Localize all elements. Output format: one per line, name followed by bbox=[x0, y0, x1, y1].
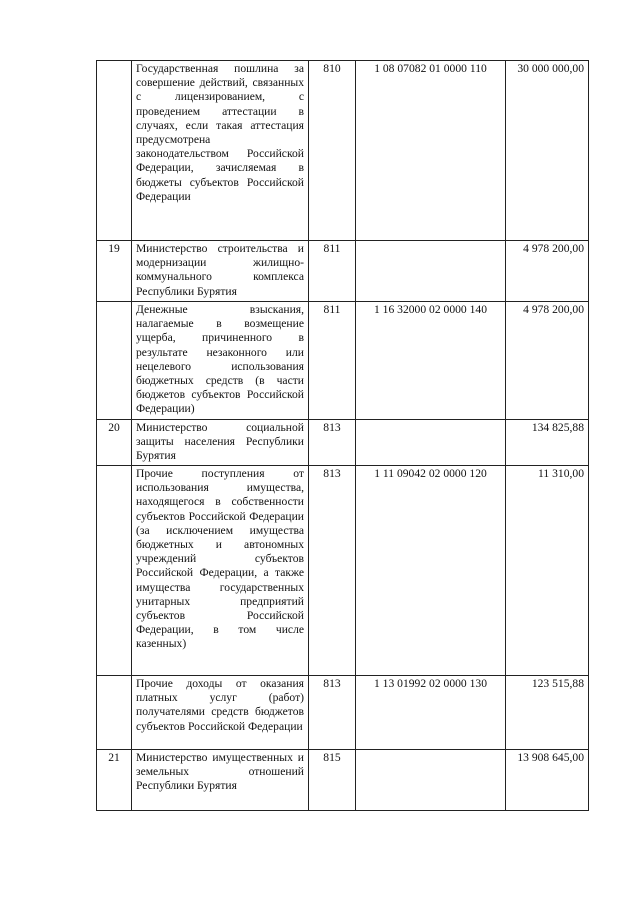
budget-classification-code: 1 16 32000 02 0000 140 bbox=[356, 302, 506, 420]
revenue-table bbox=[96, 60, 589, 811]
table-row bbox=[97, 466, 589, 676]
row-number bbox=[97, 61, 132, 241]
row-number bbox=[97, 676, 132, 750]
revenue-name: Денежные взыскания, налагаемые в возмещение ущерба, причиненного в результате незаконного или нецелевого использования бюджетных средств (в части бюджетов субъектов Российской Федерации) bbox=[132, 302, 309, 420]
budget-classification-code bbox=[356, 420, 506, 466]
admin-code: 813 bbox=[309, 420, 356, 466]
admin-code: 811 bbox=[309, 241, 356, 302]
table-row bbox=[97, 750, 589, 811]
admin-code: 813 bbox=[309, 676, 356, 750]
revenue-name: Государственная пошлина за совершение действий, связанных с лицензированием, с проведением аттестации в случаях, если такая аттестация предусмотрена законодательством Российской Федерации, зачисляемая в бюджеты субъектов Российской Федерации bbox=[132, 61, 309, 241]
revenue-name: Министерство социальной защиты населения Республики Бурятия bbox=[132, 420, 309, 466]
table-row bbox=[97, 302, 589, 420]
amount: 4 978 200,00 bbox=[506, 302, 589, 420]
amount: 13 908 645,00 bbox=[506, 750, 589, 811]
budget-classification-code: 1 11 09042 02 0000 120 bbox=[356, 466, 506, 676]
row-number: 19 bbox=[97, 241, 132, 302]
budget-classification-code: 1 13 01992 02 0000 130 bbox=[356, 676, 506, 750]
row-number bbox=[97, 302, 132, 420]
admin-code: 815 bbox=[309, 750, 356, 811]
row-number: 20 bbox=[97, 420, 132, 466]
revenue-name: Прочие доходы от оказания платных услуг (работ) получателями средств бюджетов субъектов Российской Федерации bbox=[132, 676, 309, 750]
revenue-name: Прочие поступления от использования имущества, находящегося в собственности субъектов Российской Федерации (за исключением имущества бюджетных и автономных учреждений субъектов Российской Федерации, а также имущества государственных унитарных предприятий субъектов Российской Федерации, в том числе казенных) bbox=[132, 466, 309, 676]
admin-code: 810 bbox=[309, 61, 356, 241]
budget-classification-code bbox=[356, 750, 506, 811]
row-number bbox=[97, 466, 132, 676]
admin-code: 813 bbox=[309, 466, 356, 676]
amount: 11 310,00 bbox=[506, 466, 589, 676]
table-row bbox=[97, 241, 589, 302]
row-number: 21 bbox=[97, 750, 132, 811]
table-row bbox=[97, 676, 589, 750]
revenue-name: Министерство строительства и модернизации жилищно-коммунального комплекса Республики Бурятия bbox=[132, 241, 309, 302]
amount: 4 978 200,00 bbox=[506, 241, 589, 302]
table-row bbox=[97, 420, 589, 466]
revenue-name: Министерство имущественных и земельных отношений Республики Бурятия bbox=[132, 750, 309, 811]
amount: 134 825,88 bbox=[506, 420, 589, 466]
amount: 30 000 000,00 bbox=[506, 61, 589, 241]
budget-classification-code: 1 08 07082 01 0000 110 bbox=[356, 61, 506, 241]
admin-code: 811 bbox=[309, 302, 356, 420]
table-row bbox=[97, 61, 589, 241]
amount: 123 515,88 bbox=[506, 676, 589, 750]
budget-classification-code bbox=[356, 241, 506, 302]
